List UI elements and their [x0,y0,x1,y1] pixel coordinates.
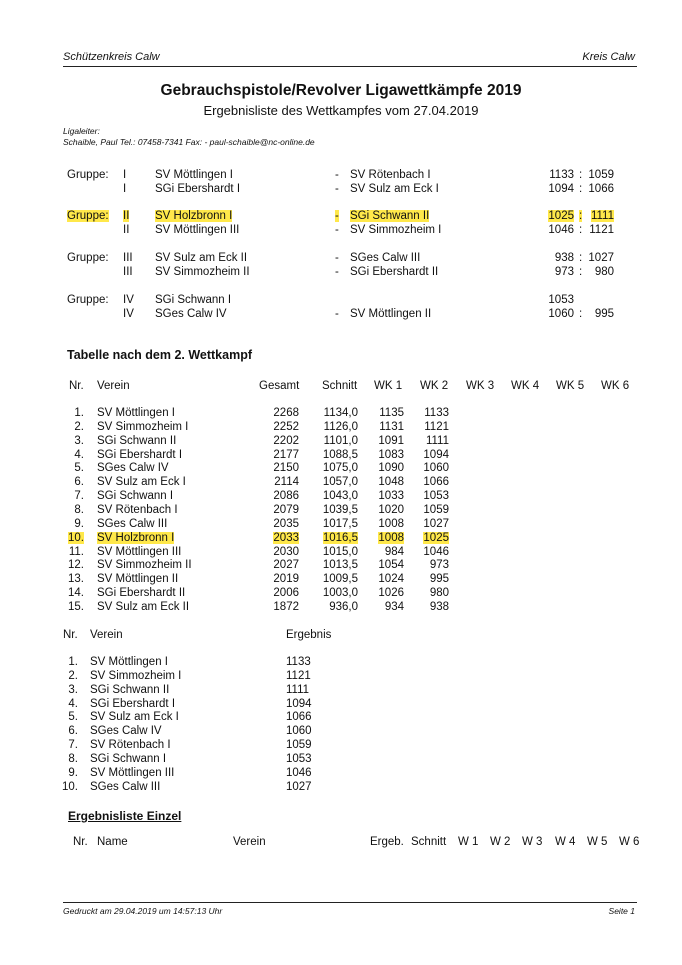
match-score-colon: : [579,183,583,195]
table-cell-wk2: 1046 [423,545,449,558]
table-cell-verein: SGes Calw III [97,517,168,530]
result-cell-ergebnis: 1133 [286,656,311,668]
match-away-team: SV Möttlingen II [350,308,432,320]
result-cell-ergebnis: 1066 [286,711,312,724]
table-header-row [0,380,682,394]
match-score-away: 980 [594,266,614,278]
table-cell-verein: SV Möttlingen III [97,545,182,558]
match-score-away: 1121 [589,224,614,236]
result-cell-verein: SV Simmozheim I [90,669,182,682]
col-wk5: WK 5 [556,380,585,392]
leader-label: Ligaleiter: [63,126,100,136]
match-score-away: 1066 [588,183,614,195]
table-cell-nr: 2. [74,420,84,433]
result-cell-nr: 6. [68,725,78,738]
table-cell-wk2: 980 [429,587,449,599]
table-cell-nr: 8. [74,503,84,516]
match-score-colon: : [579,308,583,320]
table-cell-gesamt: 2035 [273,517,299,530]
table-cell-wk1: 1020 [378,503,404,516]
match-away-team: SGes Calw III [350,252,421,264]
col-nr: Nr. [69,380,84,392]
table-row [0,559,682,573]
result-cell-verein: SV Möttlingen I [90,656,168,668]
col-wk2: WK 2 [420,380,449,392]
match-row [0,308,682,322]
table-cell-verein: SGi Schwann I [97,490,174,503]
table-row [0,476,682,490]
table-cell-wk1: 1090 [378,462,404,475]
table-cell-nr: 4. [74,448,84,461]
match-group-number: II [123,210,130,222]
einzel-col-w5: W 5 [587,836,608,848]
result-row [0,781,682,795]
table-cell-gesamt: 2202 [273,434,299,447]
match-away-team: SV Simmozheim I [350,224,442,236]
match-score-colon: : [579,224,583,236]
match-row [0,210,682,224]
leader-info: Schaible, Paul Tel.: 07458-7341 Fax: - paul-schaible@nc-online.de [63,137,315,147]
table-row [0,546,682,560]
match-home-team: SGi Ebershardt I [155,183,241,195]
match-home-team: SV Holzbronn I [155,210,233,222]
match-score-colon: : [579,266,583,278]
col-verein: Verein [97,380,130,392]
table-row [0,421,682,435]
table-row [0,601,682,615]
match-row [0,252,682,266]
table-cell-verein: SV Simmozheim II [97,559,192,572]
table-cell-nr: 1. [74,407,84,419]
table-cell-wk2: 995 [429,573,449,586]
result-row [0,725,682,739]
table-row [0,587,682,601]
table-cell-wk1: 1026 [378,587,404,599]
result-row [0,753,682,767]
match-row [0,169,682,183]
table-cell-gesamt: 2086 [273,490,299,503]
table-cell-verein: SV Rötenbach I [97,503,178,516]
table-cell-schnitt: 1043,0 [322,490,358,503]
table-row [0,504,682,518]
table-cell-gesamt: 2027 [273,559,299,572]
result-cell-ergebnis: 1053 [286,753,312,765]
table-cell-verein: SGi Ebershardt II [97,587,186,599]
match-score-home: 1060 [548,308,574,320]
table-cell-wk1: 934 [384,600,404,613]
table-cell-gesamt: 2030 [273,545,299,558]
results-col-ergebnis: Ergebnis [286,629,332,641]
match-score-home: 1094 [548,183,574,195]
match-group-label: Gruppe: [67,169,109,181]
table-cell-wk1: 1131 [379,420,404,433]
table-cell-gesamt: 2150 [273,462,299,475]
table-cell-schnitt: 1039,5 [322,503,358,516]
table-row [0,518,682,532]
table-cell-wk2: 1094 [423,448,449,461]
result-row [0,739,682,753]
table-cell-wk2: 1053 [423,490,449,503]
einzel-col-ergeb: Ergeb. [370,836,404,848]
einzel-col-w3: W 3 [522,836,543,848]
table-cell-wk1: 1008 [378,517,404,530]
match-dash: - [335,308,339,320]
result-cell-nr: 9. [68,766,78,779]
match-score-home: 1046 [548,224,574,236]
result-cell-verein: SV Rötenbach I [90,739,171,752]
table-cell-nr: 14. [68,587,84,599]
match-score-colon: : [579,252,583,264]
table-cell-schnitt: 1075,0 [322,462,358,475]
table-cell-gesamt: 2177 [273,448,299,461]
table-cell-verein: SV Sulz am Eck II [97,600,190,613]
result-row [0,711,682,725]
table-cell-schnitt: 1015,0 [322,545,358,558]
table-row [0,532,682,546]
match-score-home: 1025 [548,210,574,222]
match-score-home: 938 [554,252,574,264]
result-cell-verein: SGes Calw III [90,780,161,793]
table-cell-wk2: 973 [429,559,449,572]
match-score-away: 1059 [588,169,614,181]
result-cell-ergebnis: 1046 [286,766,312,779]
match-score-home: 1053 [548,294,574,306]
einzel-heading: Ergebnisliste Einzel [68,809,182,823]
result-cell-verein: SV Sulz am Eck I [90,711,179,724]
table-row [0,435,682,449]
match-row [0,266,682,280]
match-group-number: III [123,266,133,278]
table-cell-wk1: 1033 [378,490,404,503]
table-cell-schnitt: 1134,0 [323,407,358,419]
table-cell-schnitt: 1088,5 [322,448,358,461]
match-dash: - [335,183,339,195]
result-cell-verein: SV Möttlingen III [90,766,175,779]
match-score-colon: : [579,169,583,181]
match-dash: - [335,224,339,236]
table-cell-schnitt: 1016,5 [322,531,358,544]
match-dash: - [335,210,339,222]
table-cell-nr: 13. [68,573,84,586]
match-dash: - [335,266,339,278]
match-row [0,224,682,238]
einzel-col-schnitt: Schnitt [411,836,447,848]
table-cell-nr: 6. [74,476,84,489]
match-group-number: I [123,183,127,195]
result-cell-ergebnis: 1094 [286,697,312,710]
table-cell-wk1: 1091 [378,434,404,447]
table-cell-wk1: 1135 [379,407,404,419]
table-cell-verein: SGes Calw IV [97,462,169,475]
einzel-col-w6: W 6 [619,836,640,848]
table-cell-nr: 5. [74,462,84,475]
match-score-away: 1111 [590,210,614,222]
result-row [0,656,682,670]
result-cell-nr: 8. [68,753,78,765]
table-cell-verein: SV Sulz am Eck I [97,476,186,489]
col-wk4: WK 4 [511,380,540,392]
result-cell-ergebnis: 1060 [286,725,312,738]
table-cell-gesamt: 2006 [273,587,299,599]
result-cell-nr: 5. [68,711,78,724]
match-score-away: 1027 [588,252,614,264]
match-home-team: SV Sulz am Eck II [155,252,248,264]
table-cell-wk2: 938 [429,600,449,613]
match-score-home: 1133 [549,169,574,181]
result-cell-verein: SGi Schwann I [90,753,167,765]
result-cell-nr: 2. [68,669,78,682]
result-cell-ergebnis: 1059 [286,739,312,752]
table-cell-wk2: 1060 [423,462,449,475]
einzel-col-verein: Verein [233,836,266,848]
table-row [0,462,682,476]
table-cell-schnitt: 1057,0 [322,476,358,489]
result-row [0,670,682,684]
einzel-header-row [0,836,682,850]
table-cell-verein: SV Möttlingen II [97,573,179,586]
header-rule [63,66,637,67]
table-cell-schnitt: 936,0 [329,600,358,613]
table-cell-wk2: 1027 [423,517,449,530]
table-cell-nr: 7. [74,490,84,503]
result-cell-verein: SGi Schwann II [90,683,170,696]
footer-rule [63,902,637,903]
einzel-col-w1: W 1 [458,836,479,848]
match-away-team: SV Rötenbach I [350,169,431,181]
col-wk3: WK 3 [466,380,495,392]
table-cell-gesamt: 2268 [273,407,299,419]
table-cell-verein: SV Holzbronn I [97,531,175,544]
table-cell-wk1: 1083 [378,448,404,461]
table-cell-wk1: 1054 [378,559,404,572]
match-dash: - [335,169,339,181]
result-cell-nr: 1. [68,656,78,668]
header-left-text: Schützenkreis Calw [63,51,160,63]
table-row [0,573,682,587]
table-cell-schnitt: 1009,5 [322,573,358,586]
match-score-colon: : [579,210,583,222]
match-home-team: SGi Schwann I [155,294,232,306]
result-cell-nr: 10. [62,780,78,793]
table-cell-schnitt: 1126,0 [323,420,358,433]
table-row [0,407,682,421]
table-cell-wk2: 1121 [424,420,449,433]
table-row [0,449,682,463]
match-dash: - [335,252,339,264]
page-title: Gebrauchspistole/Revolver Ligawettkämpfe 2019 [160,82,522,99]
result-cell-nr: 3. [68,683,78,696]
table-cell-schnitt: 1003,0 [322,587,358,599]
result-cell-nr: 4. [68,697,78,710]
col-wk6: WK 6 [601,380,630,392]
match-group-number: III [123,252,133,264]
match-group-label: Gruppe: [67,252,109,264]
result-row [0,698,682,712]
table-cell-wk2: 1111 [425,434,449,447]
table-cell-wk2: 1025 [423,531,449,544]
table-cell-gesamt: 2252 [273,420,299,433]
table-cell-nr: 3. [74,434,84,447]
table-cell-wk2: 1066 [423,476,449,489]
match-home-team: SV Möttlingen I [155,169,233,181]
table-cell-nr: 9. [74,517,84,530]
match-group-number: II [123,224,130,236]
table-cell-verein: SV Simmozheim I [97,420,189,433]
result-cell-ergebnis: 1027 [286,780,312,793]
table-cell-wk1: 984 [384,545,404,558]
table-cell-wk1: 1024 [378,573,404,586]
table-cell-gesamt: 1872 [273,600,299,613]
match-home-team: SV Möttlingen III [155,224,240,236]
table-cell-gesamt: 2079 [273,503,299,516]
table-cell-nr: 10. [68,531,84,544]
header-right-text: Kreis Calw [582,51,635,63]
table-cell-nr: 11. [68,545,84,558]
table-row [0,490,682,504]
table-cell-wk1: 1048 [378,476,404,489]
match-group-number: IV [123,294,134,306]
match-away-team: SV Sulz am Eck I [350,183,439,195]
match-group-number: IV [123,308,134,320]
einzel-col-nr: Nr. [73,836,88,848]
match-group-label: Gruppe: [67,210,109,222]
table-cell-gesamt: 2019 [273,573,299,586]
col-gesamt: Gesamt [259,380,300,392]
table-heading: Tabelle nach dem 2. Wettkampf [67,348,253,362]
col-wk1: WK 1 [374,380,403,392]
table-cell-gesamt: 2114 [274,476,299,489]
table-cell-wk2: 1133 [424,407,449,419]
match-row [0,183,682,197]
table-cell-gesamt: 2033 [273,531,299,544]
table-cell-schnitt: 1013,5 [322,559,358,572]
match-group-number: I [123,169,127,181]
match-row [0,294,682,308]
footer-printed: Gedruckt am 29.04.2019 um 14:57:13 Uhr [63,906,223,916]
table-cell-nr: 12. [68,559,84,572]
result-cell-nr: 7. [68,739,78,752]
match-score-away: 995 [594,308,614,320]
table-cell-schnitt: 1017,5 [322,517,358,530]
table-cell-nr: 15. [68,600,84,613]
result-cell-verein: SGi Ebershardt I [90,697,176,710]
result-row [0,767,682,781]
match-away-team: SGi Ebershardt II [350,266,439,278]
match-home-team: SGes Calw IV [155,308,227,320]
match-group-label: Gruppe: [67,294,109,306]
table-cell-verein: SV Möttlingen I [97,407,175,419]
table-cell-wk1: 1008 [378,531,404,544]
match-away-team: SGi Schwann II [350,210,430,222]
table-cell-verein: SGi Ebershardt I [97,448,183,461]
einzel-col-name: Name [97,836,128,848]
einzel-col-w4: W 4 [555,836,576,848]
table-cell-verein: SGi Schwann II [97,434,177,447]
einzel-col-w2: W 2 [490,836,511,848]
result-cell-ergebnis: 1111 [286,683,310,696]
results-col-verein: Verein [90,629,123,641]
result-cell-verein: SGes Calw IV [90,725,162,738]
table-cell-wk2: 1059 [423,503,449,516]
result-cell-ergebnis: 1121 [286,669,311,682]
results-header-row [0,629,682,643]
page-subtitle: Ergebnisliste des Wettkampfes vom 27.04.2019 [203,103,479,118]
table-cell-schnitt: 1101,0 [323,434,358,447]
col-schnitt: Schnitt [322,380,358,392]
match-home-team: SV Simmozheim II [155,266,250,278]
results-col-nr: Nr. [63,629,78,641]
footer-page: Seite 1 [608,906,635,916]
result-row [0,684,682,698]
match-score-home: 973 [554,266,574,278]
